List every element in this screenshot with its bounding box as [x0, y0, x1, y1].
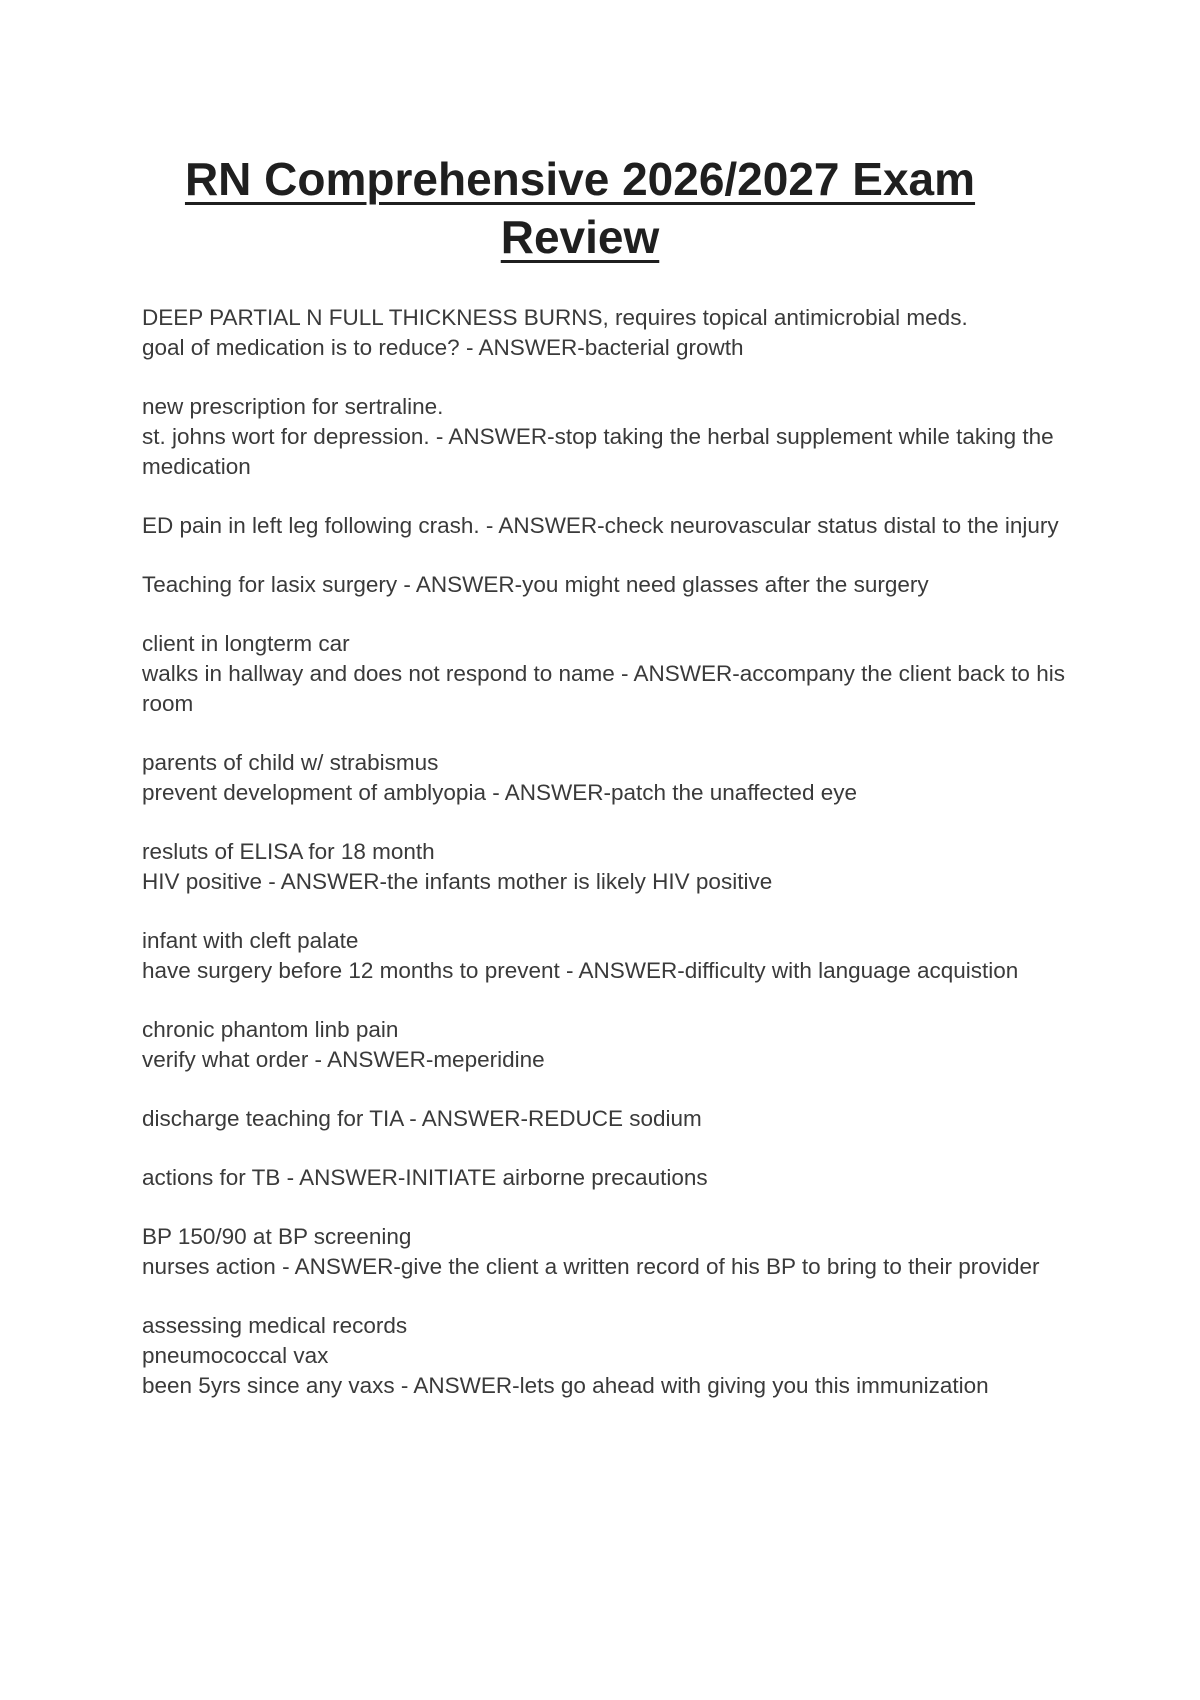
qa-entry: infant with cleft palate have surgery before 12 months to prevent - ANSWER-difficulty with language acquistion [142, 928, 1019, 983]
qa-entry: client in longterm car walks in hallway and does not respond to name - ANSWER-accompany the client back to his room [142, 631, 1065, 716]
qa-entry: ED pain in left leg following crash. - ANSWER-check neurovascular status distal to the injury [142, 513, 1059, 538]
qa-entry: chronic phantom linb pain verify what order - ANSWER-meperidine [142, 1017, 545, 1072]
qa-list [142, 303, 1082, 1430]
title-block [100, 150, 1060, 266]
qa-entry: DEEP PARTIAL N FULL THICKNESS BURNS, requires topical antimicrobial meds. goal of medication is to reduce? - ANSWER-bacterial growth [142, 305, 968, 360]
qa-entry: new prescription for sertraline. st. johns wort for depression. - ANSWER-stop taking the herbal supplement while taking the medication [142, 394, 1054, 479]
qa-entry: BP 150/90 at BP screening nurses action - ANSWER-give the client a written record of his BP to bring to their provider [142, 1224, 1040, 1279]
qa-entry: Teaching for lasix surgery - ANSWER-you might need glasses after the surgery [142, 572, 929, 597]
qa-entry: discharge teaching for TIA - ANSWER-REDUCE sodium [142, 1106, 702, 1131]
qa-entry: resluts of ELISA for 18 month HIV positive - ANSWER-the infants mother is likely HIV positive [142, 839, 773, 894]
document-title: RN Comprehensive 2026/2027 Exam Review [184, 153, 976, 263]
qa-entry: actions for TB - ANSWER-INITIATE airborne precautions [142, 1165, 708, 1190]
qa-entry: parents of child w/ strabismus prevent development of amblyopia - ANSWER-patch the unaffected eye [142, 750, 857, 805]
qa-entry: assessing medical records pneumococcal vax been 5yrs since any vaxs - ANSWER-lets go ahead with giving you this immunization [142, 1313, 989, 1398]
